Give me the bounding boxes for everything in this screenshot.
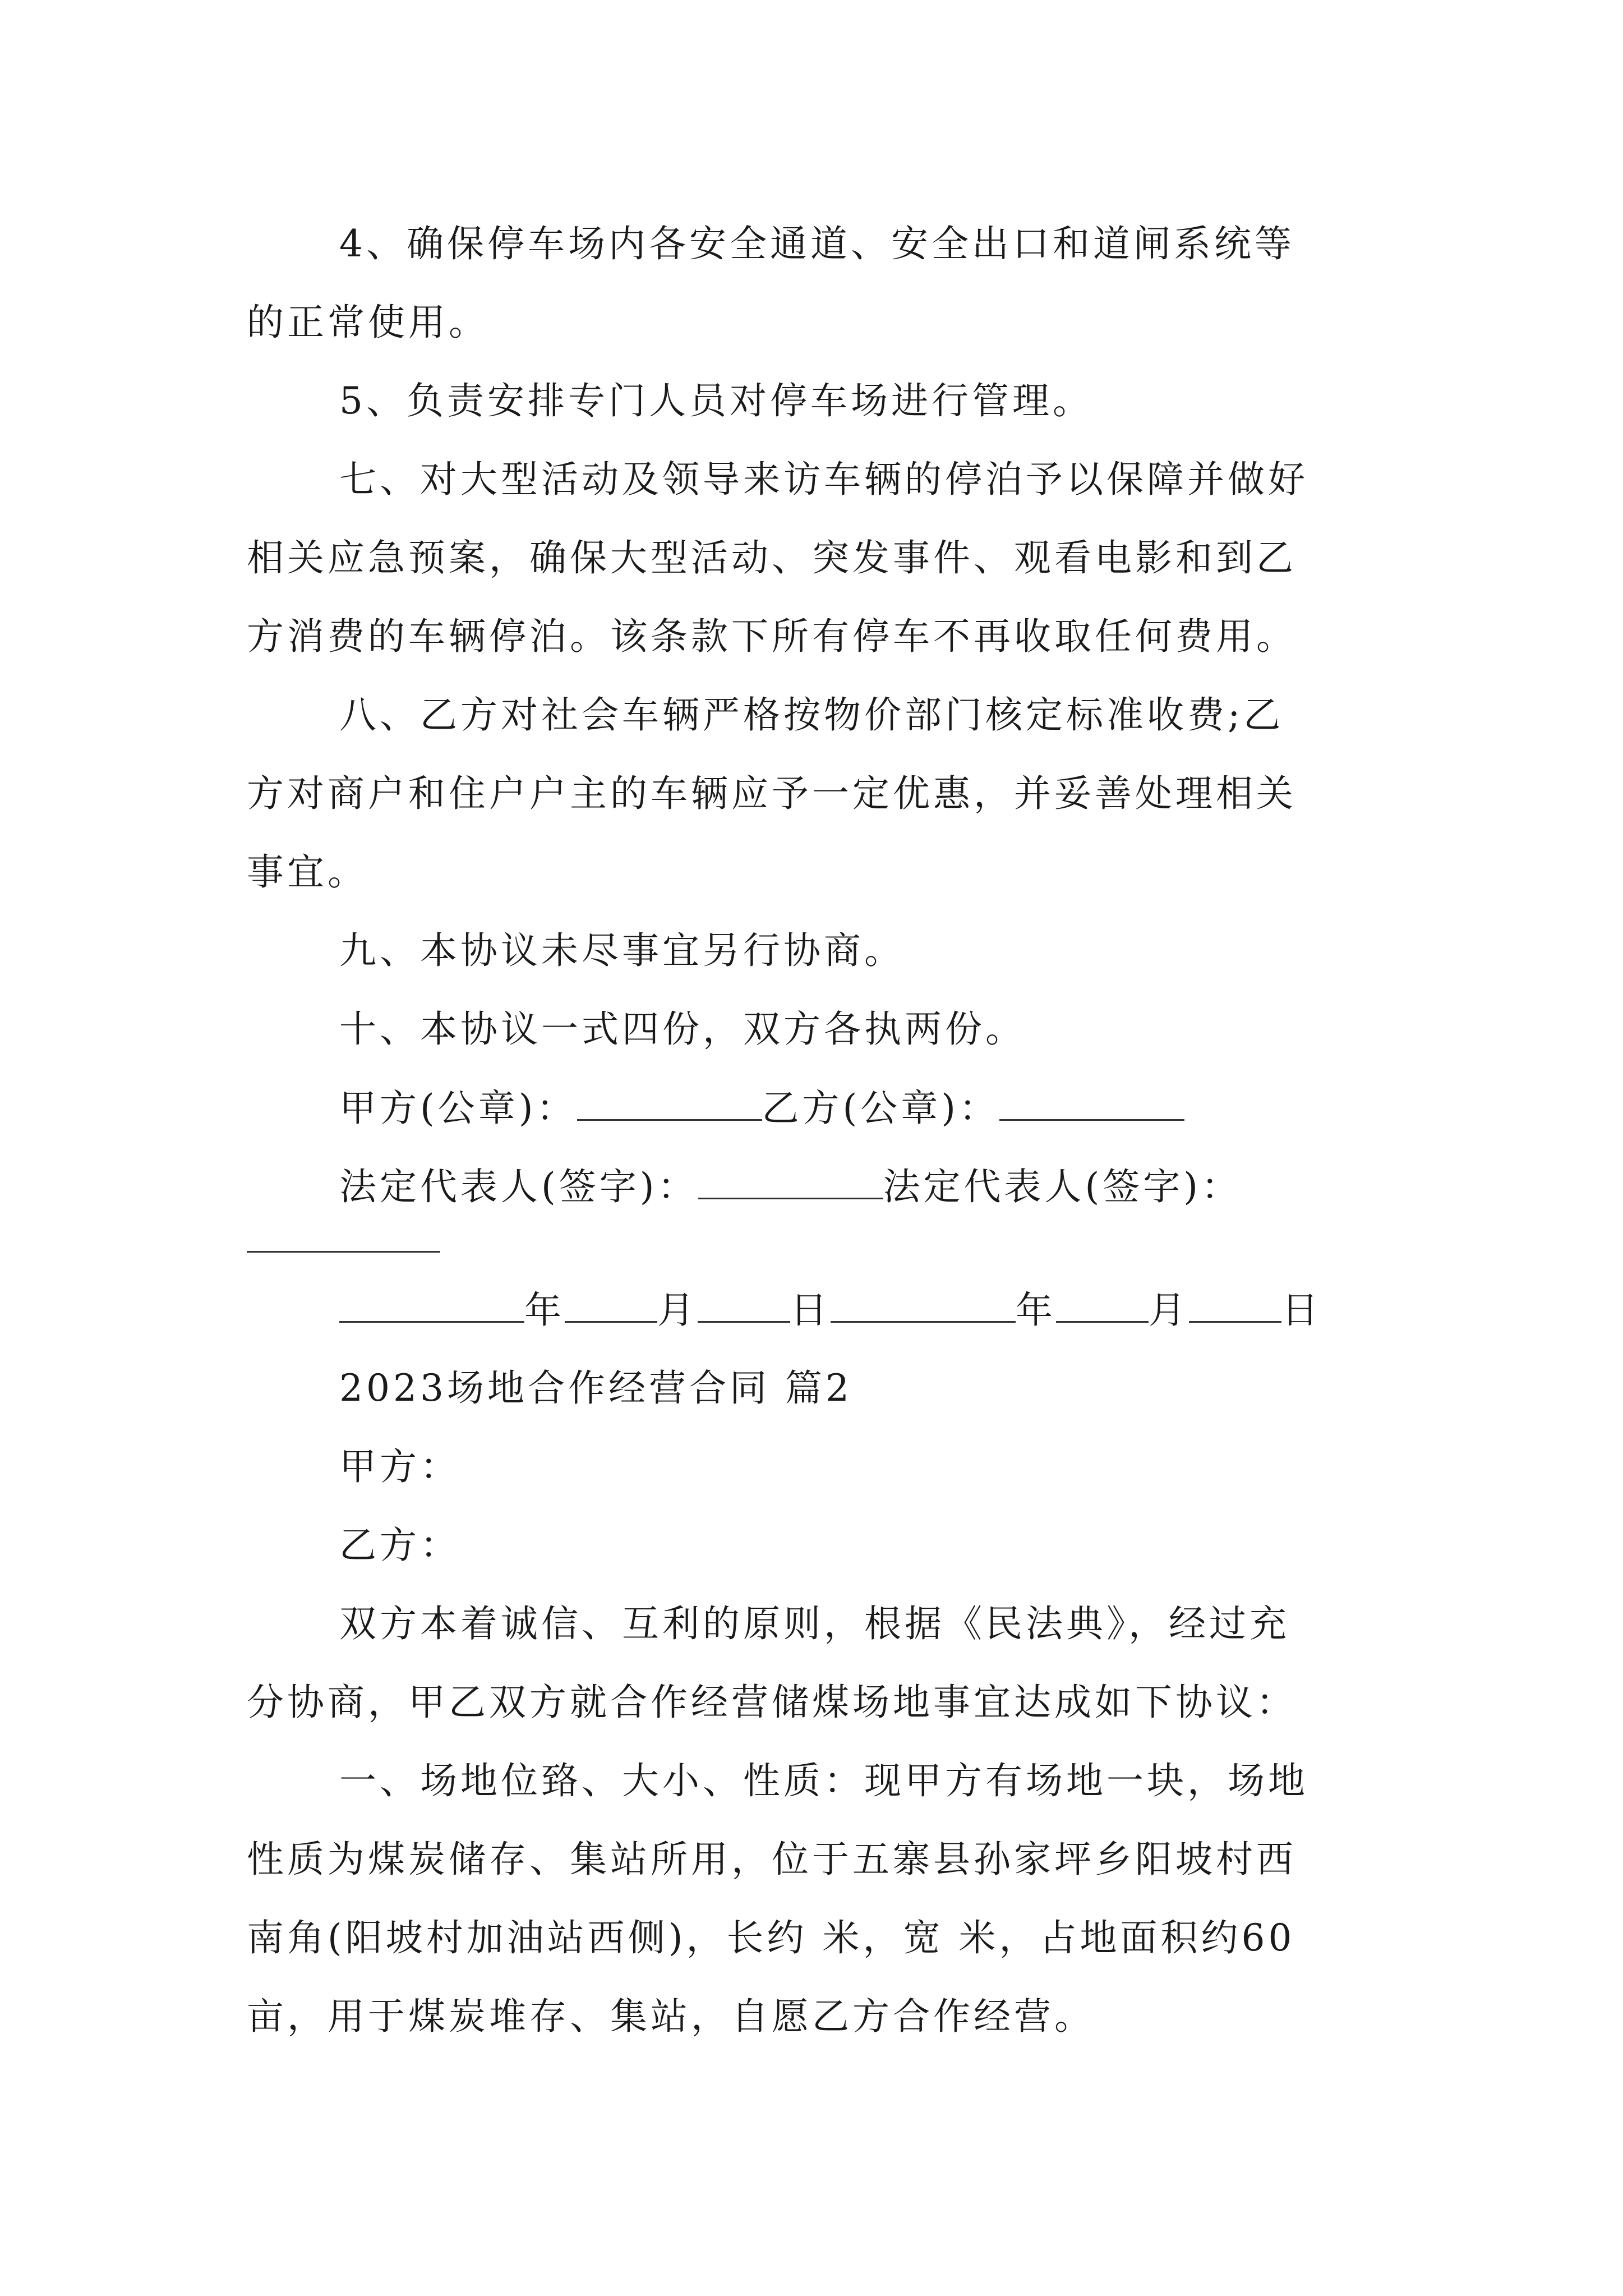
paragraph-line: 八、乙方对社会车辆严格按物价部门核定标准收费;乙 [339, 693, 1284, 737]
paragraph-line: 5、负责安排专门人员对停车场进行管理。 [339, 379, 1093, 422]
day-label: 日 [1281, 1289, 1322, 1332]
legal-rep-a-label: 法定代表人(签字)： [339, 1165, 698, 1208]
paragraph-line: 十、本协议一式四份，双方各执两份。 [339, 1007, 1026, 1051]
paragraph-line: 方对商户和住户户主的车辆应予一定优惠，并妥善处理相关 [247, 772, 1297, 815]
month-blank [565, 1287, 657, 1323]
paragraph-line: 一、场地位臵、大小、性质：现甲方有场地一块，场地 [339, 1759, 1308, 1802]
year-label: 年 [524, 1289, 565, 1332]
party-a-label: 甲方： [339, 1445, 460, 1488]
paragraph-line: 双方本着诚信、互利的原则，根据《民法典》，经过充 [339, 1602, 1290, 1645]
date-line [339, 1287, 1478, 1332]
legal-rep-b-label: 法定代表人(签字)： [883, 1165, 1242, 1208]
paragraph-line: 方消费的车辆停泊。该条款下所有停车不再收取任何费用。 [247, 615, 1297, 658]
paragraph-line: 亩，用于煤炭堆存、集站，自愿乙方合作经营。 [247, 1995, 1095, 2038]
paragraph-line: 九、本协议未尽事宜另行协商。 [339, 929, 905, 972]
month-blank [1056, 1287, 1149, 1323]
party-a-seal-blank [577, 1085, 762, 1121]
month-label: 月 [1149, 1289, 1189, 1332]
paragraph-line: 南角(阳坡村加油站西侧)，长约 米，宽 米，占地面积约60 [247, 1916, 1295, 1959]
day-blank [698, 1287, 790, 1323]
year-blank [831, 1287, 1016, 1323]
day-blank [1189, 1287, 1281, 1323]
year-label: 年 [1016, 1289, 1056, 1332]
year-blank [339, 1287, 524, 1323]
section-title: 2023场地合作经营合同 篇2 [339, 1366, 852, 1410]
paragraph-line: 分协商，甲乙双方就合作经营储煤场地事宜达成如下协议： [247, 1681, 1297, 1724]
party-a-seal-label: 甲方(公章)： [339, 1087, 577, 1130]
seal-line [339, 1085, 1478, 1130]
party-b-seal-blank [999, 1085, 1184, 1121]
paragraph-line: 相关应急预案，确保大型活动、突发事件、观看电影和到乙 [247, 536, 1297, 579]
paragraph-line: 的正常使用。 [247, 301, 489, 344]
legal-rep-a-blank [698, 1164, 883, 1199]
month-label: 月 [657, 1289, 698, 1332]
legal-rep-line [339, 1164, 1478, 1209]
legal-rep-b-blank [247, 1251, 440, 1253]
party-b-label: 乙方： [339, 1524, 460, 1567]
paragraph-line: 性质为煤炭储存、集站所用，位于五寨县孙家坪乡阳坡村西 [247, 1838, 1297, 1881]
day-label: 日 [790, 1289, 831, 1332]
paragraph-line: 4、确保停车场内各安全通道、安全出口和道闸系统等 [339, 222, 1295, 265]
paragraph-line: 七、对大型活动及领导来访车辆的停泊予以保障并做好 [339, 458, 1308, 501]
party-b-seal-label: 乙方(公章)： [762, 1087, 999, 1130]
paragraph-line: 事宜。 [247, 850, 368, 894]
